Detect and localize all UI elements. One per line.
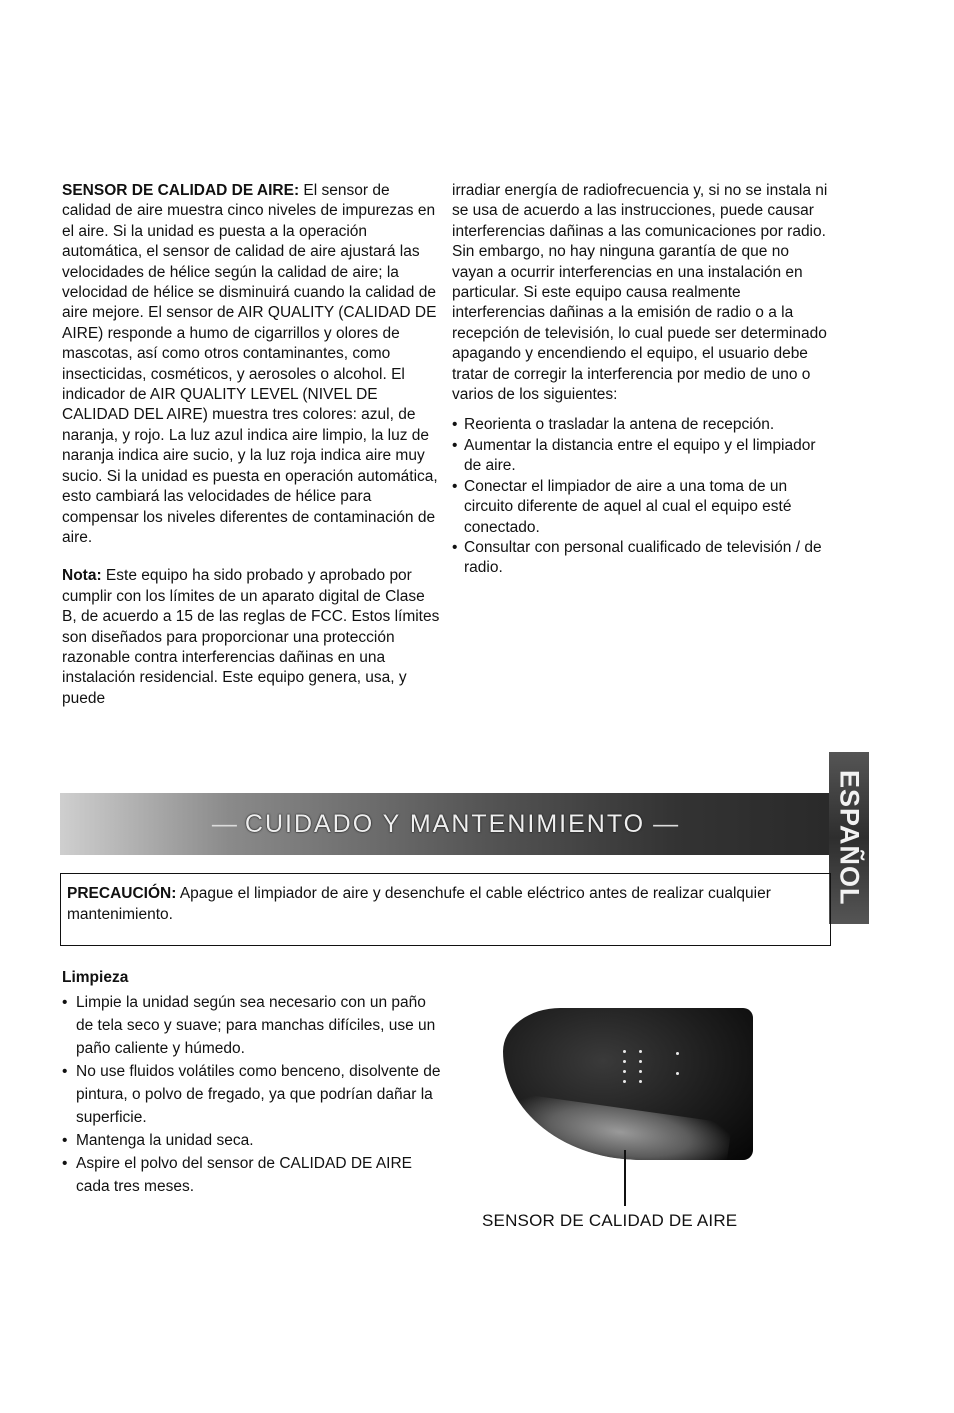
language-tab — [829, 752, 869, 924]
list-item: • No use fluidos volátiles como benceno, disolvente de pintura, o polvo de fregado, ya que podrían dañar la superficie. — [62, 1060, 442, 1129]
cleaning-list — [62, 991, 442, 1198]
section-title: CUIDADO Y MANTENIMIENTO — [244, 809, 646, 838]
language-tab-label: ESPAÑOL — [834, 770, 865, 906]
device-highlight — [506, 1093, 732, 1160]
note-heading: Nota: — [62, 567, 102, 585]
control-panel-illustration — [503, 1008, 753, 1160]
right-column — [452, 181, 830, 579]
fcc-continuation-text: irradiar energía de radiofrecuencia y, si no se instala ni se usa de acuerdo a las instrucciones, puede causar interferencias dañinas a las comunicaciones por radio. Sin embargo, no hay ninguna garantía de que no vayan a ocurrir interferencias en una instalación en particular. Si este equipo causa realmente interferencias dañinas a la emisión de radio o a la recepción de televisión, lo cual puede ser determinado apagando y encendiendo el equipo, el usuario debe tratar de corregir la interferencia por medio de uno o varios de los siguientes: — [452, 182, 828, 404]
indicator-lights — [621, 1050, 711, 1100]
left-column — [62, 181, 440, 709]
caution-box — [60, 873, 831, 946]
section-banner — [60, 793, 830, 855]
sensor-pointer-line — [624, 1150, 626, 1206]
sensor-paragraph — [62, 181, 440, 548]
fcc-remedies-list — [452, 415, 830, 578]
sensor-text: El sensor de calidad de aire muestra cinco niveles de impurezas en el aire. Si la unidad es puesta a la operación automática, el sensor de calidad de aire ajustará las velocidades de hélice según la calidad de aire; la velocidad de hélice se disminuirá cuando la calidad de aire mejore. El sensor de AIR QUALITY (CALIDAD DE AIRE) responde a humo de cigarrillos y olores de mascotas, así como otros contaminantes, como insecticidas, cosméticos, y aerosoles o alcohol. El indicador de AIR QUALITY LEVEL (NIVEL DE CALIDAD DEL AIRE) muestra tres colores: azul, de naranja, y rojo. La luz azul indica aire limpio, la luz de naranja indica aire sucio, y la luz roja indica aire muy sucio. Si la unidad es puesta en operación automática, esto cambiará las velocidades de hélice para compensar los niveles diferentes de contaminación de aire. — [62, 182, 438, 546]
list-item: • Reorienta o trasladar la antena de recepción. — [452, 415, 830, 435]
cleaning-heading: Limpieza — [62, 969, 129, 986]
list-item: • Conectar el limpiador de aire a una toma de un circuito diferente de aquel al cual el equipo esté conectado. — [452, 477, 830, 538]
note-text: Este equipo ha sido probado y aprobado por cumplir con los límites de un aparato digital de Clase B, de acuerdo a 15 de las reglas de FCC. Estos límites son diseñados para proporcionar una protección razonable contra interferencias dañinas en una instalación residencial. Este equipo genera, usa, y puede — [62, 567, 440, 707]
sensor-heading: SENSOR DE CALIDAD DE AIRE: — [62, 182, 300, 199]
sensor-caption: SENSOR DE CALIDAD DE AIRE — [482, 1211, 738, 1230]
banner-dash-left: — — [211, 809, 237, 838]
list-item: • Limpie la unidad según sea necesario con un paño de tela seco y suave; para manchas difíciles, use un paño caliente y húmedo. — [62, 991, 442, 1060]
list-item: • Mantenga la unidad seca. — [62, 1129, 442, 1152]
note-paragraph — [62, 566, 440, 709]
list-item: • Aspire el polvo del sensor de CALIDAD DE AIRE cada tres meses. — [62, 1152, 442, 1198]
caution-text: Apague el limpiador de aire y desenchufe el cable eléctrico antes de realizar cualquier mantenimiento. — [67, 885, 771, 923]
banner-dash-right: — — [653, 809, 679, 838]
cleaning-section — [62, 966, 442, 1198]
list-item: • Aumentar la distancia entre el equipo y el limpiador de aire. — [452, 436, 830, 477]
caution-heading: PRECAUCIÓN: — [67, 885, 177, 902]
list-item: • Consultar con personal cualificado de televisión / de radio. — [452, 538, 830, 579]
